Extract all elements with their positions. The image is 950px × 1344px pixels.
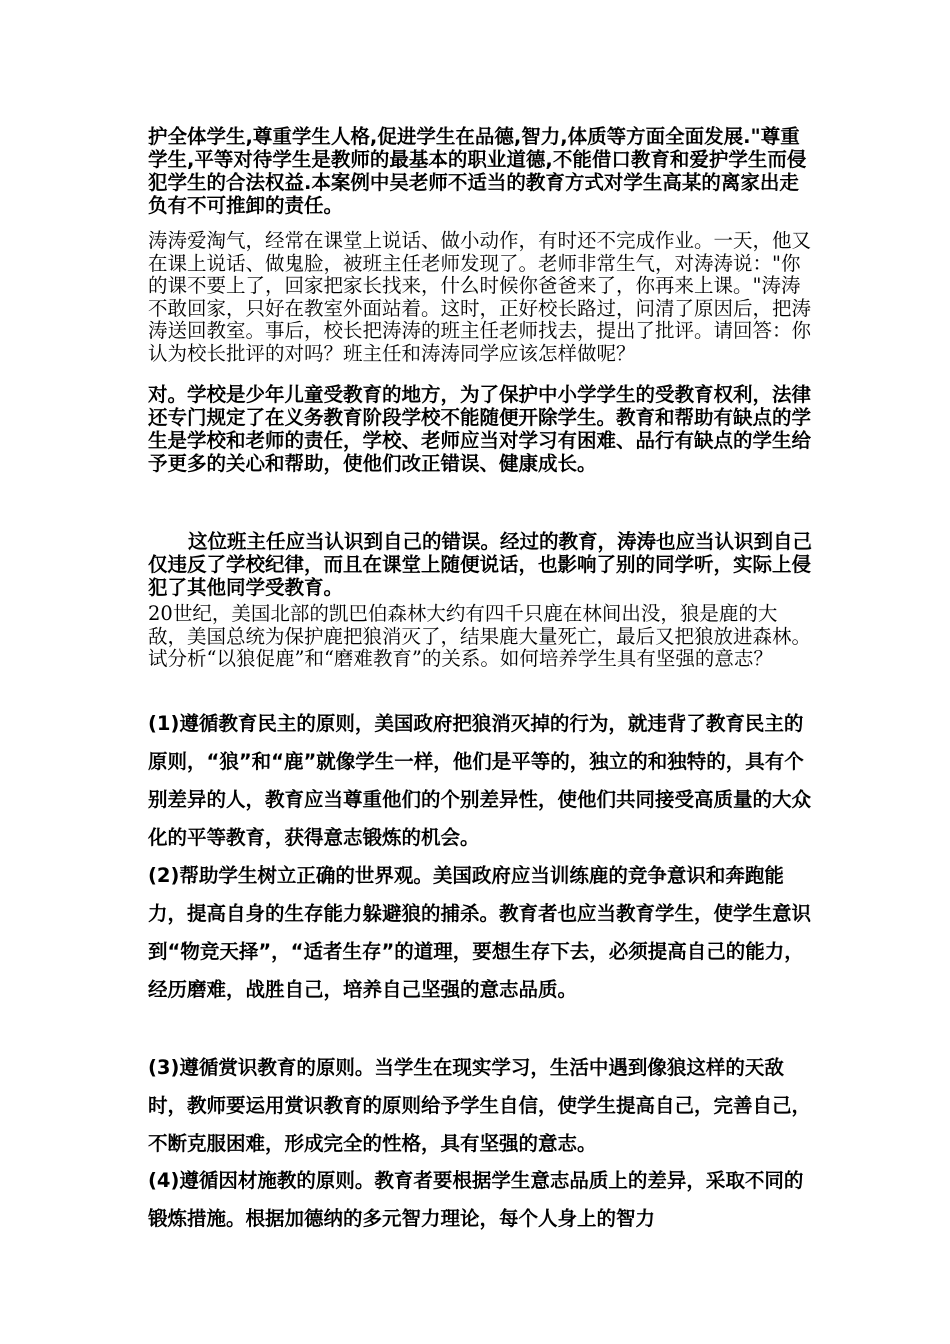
paragraph-taotao-case-question: 涛涛爱淘气，经常在课堂上说话、做小动作，有时还不完成作业。一天，他又在课上说话、做鬼脸，被班主任老师发现了。老师非常生气，对涛涛说："你的课不要上了，回家把家长找来，什么时候你爸爸来了，你再来上课。"涛涛不敢回家，只好在教室外面站着。这时，正好校长路过，问清了原因后，把涛涛送回教室。事后，校长把涛涛的班主任老师找去，提出了批评。请回答：你认为校长批评的对吗？班主任和涛涛同学应该怎样做呢？ bbox=[148, 229, 812, 365]
paragraph-answer-point-4: (4)遵循因材施教的原则。教育者要根据学生意志品质上的差异，采取不同的锻炼措施。根据加德纳的多元智力理论，每个人身上的智力 bbox=[148, 1169, 804, 1230]
paragraph-teacher-responsibility: 护全体学生,尊重学生人格,促进学生在品德,智力,体质等方面全面发展."尊重学生,平等对待学生是教师的最基本的职业道德,不能借口教育和爱护学生而侵犯学生的合法权益.本案例中吴老师不适当的教育方式对学生高某的离家出走负有不可推卸的责任。 bbox=[148, 125, 807, 217]
paragraph-deer-wolf-question: 20世纪，美国北部的凯巴伯森林大约有四千只鹿在林间出没，狼是鹿的大敌，美国总统为保护鹿把狼消灭了，结果鹿大量死亡，最后又把狼放进森林。试分析“以狼促鹿”和“磨难教育”的关系。如何培养学生具有坚强的意志？ bbox=[148, 602, 812, 670]
paragraph-taotao-answer: 对。学校是少年儿童受教育的地方，为了保护中小学学生的受教育权利，法律还专门规定了在义务教育阶段学校不能随便开除学生。教育和帮助有缺点的学生是学校和老师的责任，学校、老师应当对学习有困难、品行有缺点的学生给予更多的关心和帮助，使他们改正错误、健康成长。 bbox=[148, 383, 812, 475]
paragraph-taotao-answer-continued: 这位班主任应当认识到自己的错误。经过的教育，涛涛也应当认识到自己仅违反了学校纪律，而且在课堂上随便说话，也影响了别的同学听，实际上侵犯了其他同学受教育。 bbox=[148, 530, 813, 599]
paragraph-answer-point-3: (3)遵循赏识教育的原则。当学生在现实学习，生活中遇到像狼这样的天敌时，教师要运用赏识教育的原则给予学生自信，使学生提高自己，完善自己，不断克服困难，形成完全的性格，具有坚强的意志。 bbox=[148, 1056, 812, 1155]
paragraph-answer-point-2: (2)帮助学生树立正确的世界观。美国政府应当训练鹿的竞争意识和奔跑能力，提高自身的生存能力躲避狼的捕杀。教育者也应当教育学生，使学生意识到“物竞天择”，“适者生存”的道理，要想生存下去，必须提高自己的能力，经历磨难，战胜自己，培养自己坚强的意志品质。 bbox=[148, 864, 812, 1001]
paragraph-answer-point-1: (1)遵循教育民主的原则，美国政府把狼消灭掉的行为，就违背了教育民主的原则，“狼”和“鹿”就像学生一样，他们是平等的，独立的和独特的，具有个别差异的人，教育应当尊重他们的个别差异性，使他们共同接受高质量的大众化的平等教育，获得意志锻炼的机会。 bbox=[148, 712, 812, 849]
